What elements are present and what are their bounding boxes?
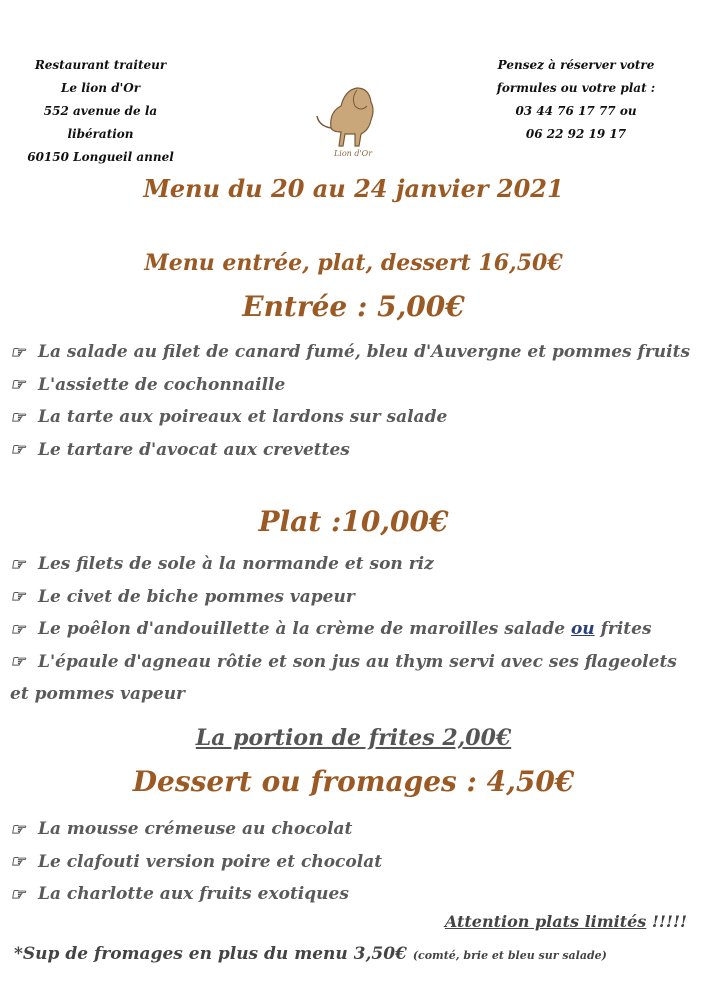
- list-item: [10, 581, 700, 614]
- entree-heading: Entrée : 5,00€: [242, 290, 465, 323]
- reservation-line: 03 44 76 17 77 ou: [515, 104, 637, 118]
- item-text-end: frites: [600, 619, 652, 639]
- reservation-line: formules ou votre plat :: [496, 81, 656, 95]
- list-item: [10, 813, 700, 846]
- list-item: [10, 613, 700, 646]
- logo-caption: Lion d'Or: [333, 149, 373, 158]
- reservation-info: [486, 54, 666, 146]
- pointing-hand-icon: ☞: [10, 554, 26, 575]
- item-text: L'épaule d'agneau rôtie et son jus au thym servi avec ses flageolets et pommes vapeur: [10, 651, 677, 704]
- item-text: Les filets de sole à la normande et son riz: [38, 554, 434, 574]
- item-text: La tarte aux poireaux et lardons sur salade: [38, 407, 448, 427]
- pointing-hand-icon: ☞: [10, 852, 26, 872]
- dessert-heading: Dessert ou fromages : 4,50€: [132, 765, 575, 798]
- item-text: Le poêlon d'andouillette à la crème de maroilles salade: [38, 619, 566, 639]
- supplement-main: *Sup de fromages en plus du menu 3,50€: [14, 944, 413, 964]
- pointing-hand-icon: ☞: [10, 440, 26, 460]
- item-text: La mousse crémeuse au chocolat: [38, 819, 353, 839]
- menu-title: Menu du 20 au 24 janvier 2021: [143, 174, 564, 203]
- plat-heading: Plat :10,00€: [258, 505, 449, 538]
- menu-price: Menu entrée, plat, dessert 16,50€: [144, 250, 563, 276]
- list-item: [10, 548, 700, 581]
- item-text: L'assiette de cochonnaille: [38, 374, 286, 395]
- list-item: [10, 336, 700, 369]
- entree-list: [10, 336, 700, 466]
- attention-text: Attention plats limités: [444, 912, 647, 931]
- item-text: La salade au filet de canard fumé, bleu d'Auvergne et pommes fruits: [38, 342, 691, 362]
- address-line: Restaurant traiteur: [34, 58, 167, 72]
- list-item: [10, 846, 700, 879]
- attention-suffix: !!!!!: [646, 912, 687, 931]
- item-text: La charlotte aux fruits exotiques: [38, 884, 349, 904]
- item-text: Le clafouti version poire et chocolat: [38, 851, 383, 872]
- list-item: [10, 878, 700, 911]
- address-line: Le lion d'Or: [60, 81, 141, 95]
- address-line: libération: [67, 127, 134, 141]
- address-line: 552 avenue de la: [43, 104, 158, 118]
- list-item: [10, 369, 700, 402]
- ou-word: ou: [570, 619, 595, 639]
- reservation-line: Pensez à réserver votre: [497, 58, 655, 72]
- attention-note: [445, 912, 687, 931]
- restaurant-address: [18, 54, 183, 169]
- list-item: [10, 646, 700, 711]
- list-item: [10, 401, 700, 434]
- pointing-hand-icon: ☞: [10, 884, 26, 905]
- address-line: 60150 Longueil annel: [27, 150, 174, 164]
- item-text: Le civet de biche pommes vapeur: [38, 586, 355, 607]
- pointing-hand-icon: ☞: [10, 342, 26, 363]
- pointing-hand-icon: ☞: [10, 587, 26, 607]
- pointing-hand-icon: ☞: [10, 652, 26, 672]
- supplement-detail: (comté, brie et bleu sur salade): [412, 949, 607, 962]
- item-text: Le tartare d'avocat aux crevettes: [38, 439, 350, 460]
- lion-logo-icon: [311, 76, 395, 160]
- pointing-hand-icon: ☞: [10, 375, 26, 395]
- list-item: [10, 434, 700, 467]
- dessert-list: [10, 813, 700, 911]
- plat-list: [10, 548, 700, 710]
- pointing-hand-icon: ☞: [10, 407, 26, 428]
- frites-heading: La portion de frites 2,00€: [195, 725, 512, 751]
- pointing-hand-icon: ☞: [10, 619, 26, 640]
- cheese-supplement: [14, 944, 694, 964]
- pointing-hand-icon: ☞: [10, 819, 26, 840]
- reservation-line: 06 22 92 19 17: [525, 127, 627, 141]
